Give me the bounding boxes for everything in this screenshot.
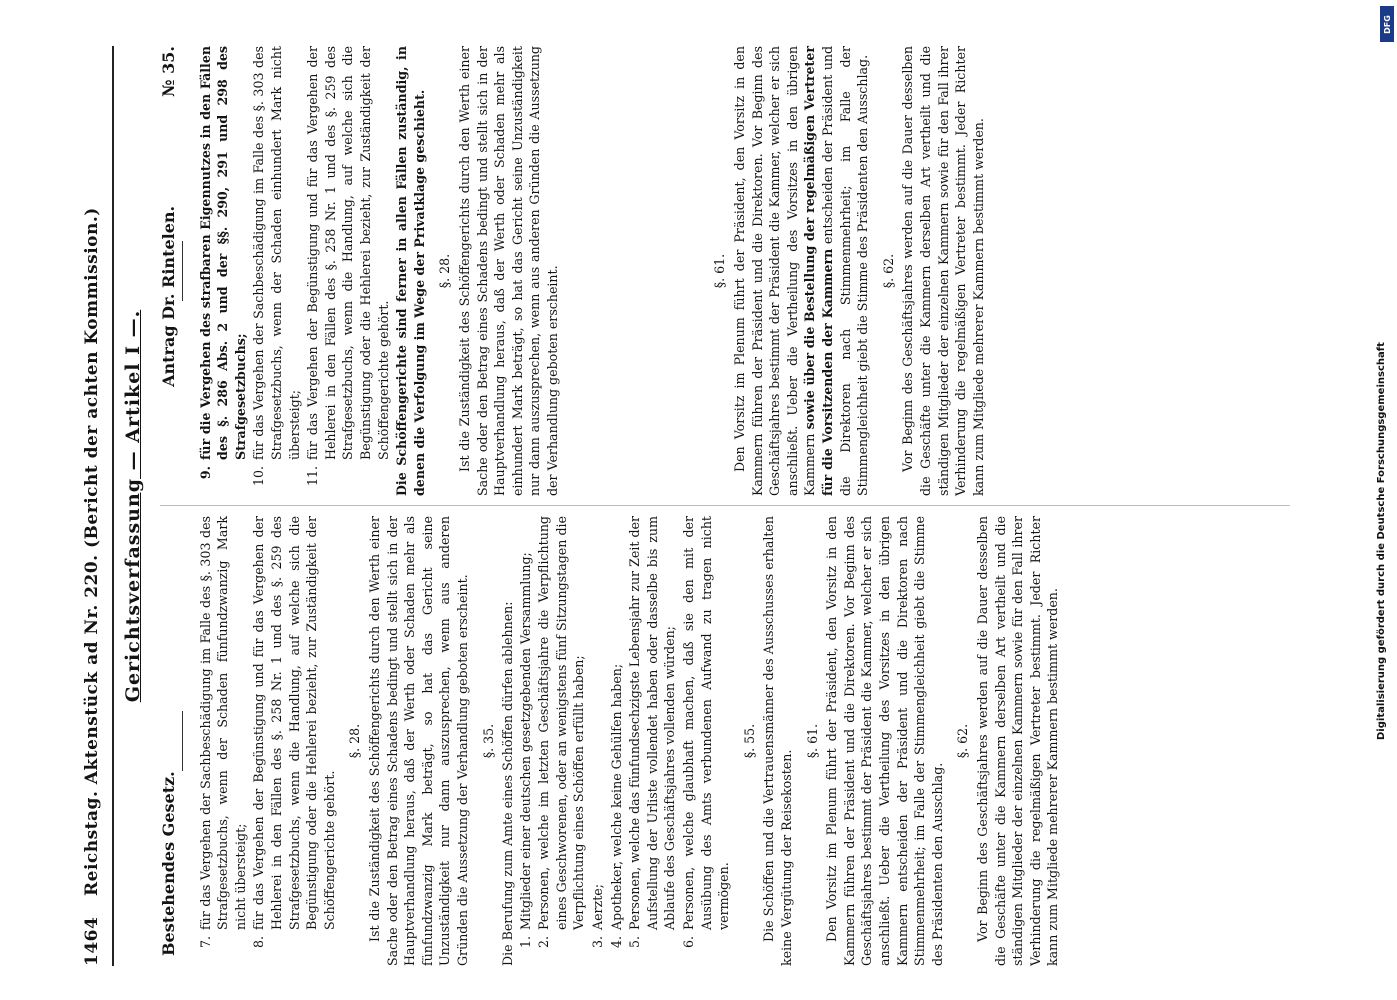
left-column-heading: Bestehendes Gesetz. (159, 771, 178, 956)
right-column-heading: Antrag Dr. Rintelen. № 35. (159, 46, 178, 387)
document-title: Reichstag. Aktenstück ad Nr. 220. (Bericht der achten Kommission.) (82, 207, 102, 896)
page-number: 1464 (82, 916, 102, 966)
list-item: 7. für das Vergehen der Sachbeschädigung im Falle des §. 303 des Strafgesetzbuchs, wenn der Schaden fünfundzwanzig Mark nicht übersteigt; (197, 516, 248, 949)
dfg-logo: DFG (1380, 6, 1394, 42)
section-heading: §. 28. (347, 723, 363, 759)
bold-addition: Die Schöffengerichte sind ferner in allen Fällen zuständig, in denen die Verfolgung im Wege der Privatklage geschieht. (394, 46, 427, 496)
paragraph: Den Vorsitz im Plenum führt der Präsident, den Vorsitz in den Kammern führen der Präsident und die Direktoren. Vor Beginn des Geschäftsjahres bestimmt der Präsident die Kammer, welcher er sich anschließt. Ueber die Vertheilung des Vorsitzes in den übrigen Kammern sowie über die Bestellung der regelmäßigen Vertreter für die Vorsitzenden der Kammern entscheiden der Präsident und die Direktoren nach Stimmenmehrheit; im Falle der Stimmengleichheit giebt die Stimme des Präsidenten den Ausschlag. (732, 45, 871, 496)
paragraph: Die Schöffen und die Vertrauensmänner des Ausschusses erhalten keine Vergütung der Reisekosten. (761, 516, 794, 966)
paragraph: Vor Beginn des Geschäftsjahres werden auf die Dauer desselben die Geschäfte unter die Kammern derselben Art vertheilt und die ständigen Mitglieder der einzelnen Kammern sowie für den Fall ihrer Verhinderung die regelmäßigen Vertreter bestimmt. Jeder Richter kann zum Mitgliede mehrerer Kammern bestimmt werden. (900, 46, 986, 496)
section-heading: §. 62. (880, 253, 896, 289)
list-item: 2. Personen, welche im letzten Geschäftsjahre die Verpflichtung eines Geschworenen, oder an wenigstens fünf Sitzungstagen die Verpflichtung eines Schöffen erfüllt haben; (536, 516, 587, 949)
left-column (160, 516, 1062, 966)
list-item: 6. Personen, welche glaubhaft machen, daß sie den mit der Ausübung des Amts verbundenen Aufwand zu tragen nicht vermögen. (681, 516, 732, 949)
list-item: 9. für die Vergehen des strafbaren Eigennutzes in den Fällen des §. 286 Abs. 2 und der §§. 290, 291 und 298 des Strafgesetzbuchs; (197, 46, 248, 480)
section-title: Gerichtsverfassung — Artikel I —. (122, 309, 144, 703)
paragraph: Die Berufung zum Amte eines Schöffen dürfen ablehnen: (500, 601, 516, 966)
page-header (78, 46, 112, 966)
list-item: 1. Mitglieder einer deutschen gesetzgebenden Versammlung; (517, 552, 533, 949)
list-item: 10. für das Vergehen der Sachbeschädigung im Falle des §. 303 des Strafgesetzbuchs, wenn der Schaden einhundert Mark nicht übersteigt; (251, 46, 302, 487)
list-item: 8. für das Vergehen der Begünstigung und für das Vergehen der Hehlerei in den Fällen des §. 258 Nr. 1 und des §. 259 des Strafgesetzbuchs, wenn die Handlung, auf welche sich die Begünstigung oder die Hehlerei bezieht, zur Zuständigkeit der Schöffengerichte gehört. (251, 516, 337, 949)
paragraph: Den Vorsitz im Plenum führt der Präsident, den Vorsitz in den Kammern führen der Präsident und die Direktoren. Vor Beginn des Geschäftsjahres bestimmt der Präsident die Kammer, welcher er sich anschließt. Ueber die Vertheilung des Vorsitzes in den übrigen Kammern entscheiden der Präsident und die Direktoren nach Stimmenmehrheit; im Falle der Stimmengleichheit giebt die Stimme des Präsidenten den Ausschlag. (824, 516, 945, 966)
list-item: 5. Personen, welche das fünfundsechzigste Lebensjahr zur Zeit der Aufstellung der Urliste vollendet haben oder dasselbe bis zum Ablaufe des Geschäftsjahres vollenden würden; (627, 516, 678, 949)
section-heading: §. 28. (437, 253, 453, 289)
right-column (160, 46, 987, 496)
section-heading: §. 61. (712, 253, 728, 289)
column-divider (160, 505, 1290, 506)
section-heading: §. 62. (955, 723, 971, 759)
section-heading: §. 55. (741, 723, 757, 759)
heading-rule (182, 711, 183, 771)
paragraph: Ist die Zuständigkeit des Schöffengerichts durch den Werth einer Sache oder den Betrag eines Schadens bedingt und stellt sich in der Hauptverhandlung heraus, daß der Werth oder Schaden mehr als fünfundzwanzig Mark beträgt, so hat das Gericht seine Unzuständigkeit nur dann auszusprechen, wenn aus anderen Gründen die Aussetzung der Verhandlung geboten erscheint. (366, 516, 470, 966)
list-item: 4. Apotheker, welche keine Gehülfen haben; (608, 663, 624, 949)
list-item: 11. für das Vergehen der Begünstigung und für das Vergehen der Hehlerei in den Fällen des §. 258 Nr. 1 und des §. 259 des Strafgesetzbuchs, wenn die Handlung, auf welche sich die Begünstigung oder die Hehlerei bezieht, zur Zuständigkeit der Schöffengerichte gehört. (305, 46, 391, 487)
section-heading: §. 35. (480, 723, 496, 759)
header-rule (112, 46, 114, 966)
motion-number: № 35. (159, 46, 178, 97)
bold-insertion: sowie über die Bestellung der regelmäßigen Vertreter für die Vorsitzenden der Kammern (802, 46, 836, 496)
heading-rule (182, 241, 183, 301)
paragraph: Vor Beginn des Geschäftsjahres werden auf die Dauer desselben die Geschäfte unter die Kammern derselben Art vertheilt und die ständigen Mitglieder der einzelnen Kammern sowie für den Fall ihrer Verhinderung die regelmäßigen Vertreter bestimmt. Jeder Richter kann zum Mitgliede mehrerer Kammern bestimmt werden. (974, 516, 1061, 966)
paragraph: Ist die Zuständigkeit des Schöffengerichts durch den Werth einer Sache oder den Betrag eines Schadens bedingt und stellt sich in der Hauptverhandlung heraus, daß der Werth oder Schaden mehr als einhundert Mark beträgt, so hat das Gericht seine Unzuständigkeit nur dann auszusprechen, wenn aus anderen Gründen die Aussetzung der Verhandlung geboten erscheint. (456, 46, 560, 496)
rotated-document-page (78, 46, 1310, 966)
section-heading: §. 61. (804, 723, 820, 759)
list-item: 3. Aerzte; (590, 884, 606, 949)
